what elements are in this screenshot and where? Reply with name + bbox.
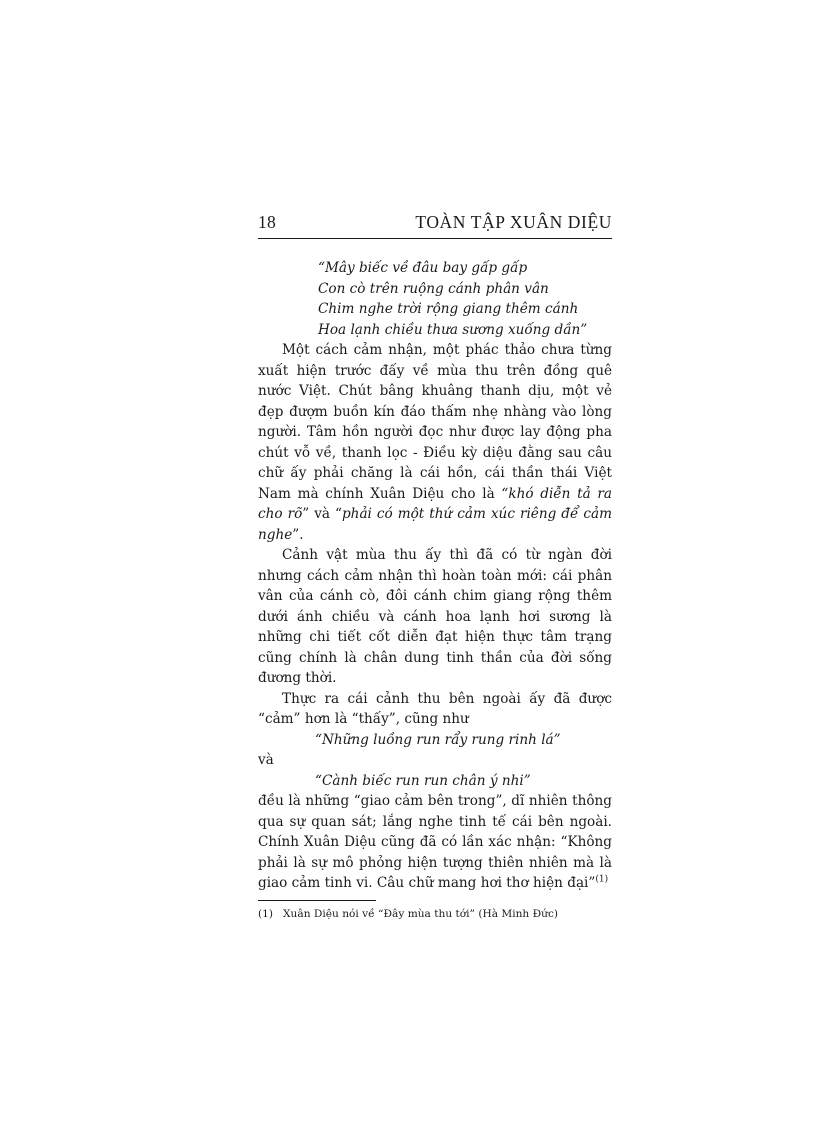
footnote-reference: (1) [595, 874, 609, 885]
paragraph-1-connector: ” và “ [302, 506, 342, 522]
paragraph-3: Thực ra cái cảnh thu bên ngoài ấy đã được “cảm” hơn là “thấy”, cũng như [258, 690, 612, 727]
poem-line: Hoa lạnh chiều thưa sương xuống dần” [318, 321, 588, 338]
footnote [258, 907, 612, 921]
quote-phrase-1: “khó diễn tả ra cho rõ [258, 485, 612, 522]
footnote-divider [258, 900, 376, 901]
paragraph-1 [258, 340, 612, 545]
paragraph-4-text: đều là những “giao cảm bên trong”, dĩ nhiên thông qua sự quan sát; lắng nghe tinh tế cái bên ngoài. Chính Xuân Diệu cũng đã có lần xác nhận: “Không phải là sự mô phỏng hiện tượng thiên nhiên mà là giao cảm tinh vi. Câu chữ mang hơi thơ hiện đại” [258, 793, 612, 891]
conjunction: và [258, 752, 274, 768]
running-title: TOÀN TẬP XUÂN DIỆU [415, 212, 612, 232]
running-header [258, 212, 612, 239]
poem-stanza [318, 258, 612, 340]
paragraph-1-text: Một cách cảm nhận, một phác thảo chưa từng xuất hiện trước đấy về mùa thu trên đồng quê nước Việt. Chút bâng khuâng thanh dịu, một vẻ đẹp đượm buồn kín đáo thấm nhẹ nhàng vào lòng người. Tâm hồn người đọc như được lay động pha chút vỗ về, thanh lọc - Điều kỳ diệu đằng sau câu chữ ấy phải chăng là cái hồn, cái thần thái Việt Nam mà chính Xuân Diệu cho là [258, 342, 612, 502]
poem-line: Chim nghe trời rộng giang thêm cánh [318, 301, 579, 317]
footnote-mark: (1) [258, 907, 274, 920]
paragraph-2: Cảnh vật mùa thu ấy thì đã có từ ngàn đời nhưng cách cảm nhận thì hoàn toàn mới: cái phân vân của cánh cò, đôi cánh chim giang rộng thêm dưới ánh chiều và cánh hoa lạnh hơi sương là những chi tiết cốt diễn đạt hiện thực tâm trạng cũng chính là chân dung tinh thần của đời sống đương thời. [258, 547, 612, 686]
page-number: 18 [258, 212, 277, 232]
paragraph-4 [258, 791, 612, 894]
verse-quote-1: “Những luồng run rẩy rung rinh lá” [315, 731, 561, 748]
quote-phrase-2: phải có một thứ cảm xúc riêng để cảm nghe [258, 506, 613, 543]
poem-line: “Mây biếc về đâu bay gấp gấp [318, 260, 528, 276]
verse-quote-2: “Cành biếc run run chân ý nhi” [315, 772, 531, 789]
footnote-text: Xuân Diệu nói về “Đây mùa thu tới” (Hà Minh Đức) [283, 907, 559, 920]
poem-line: Con cò trên ruộng cánh phân vân [318, 280, 549, 297]
paragraph-1-end: ”. [292, 526, 304, 543]
book-page [258, 212, 612, 921]
